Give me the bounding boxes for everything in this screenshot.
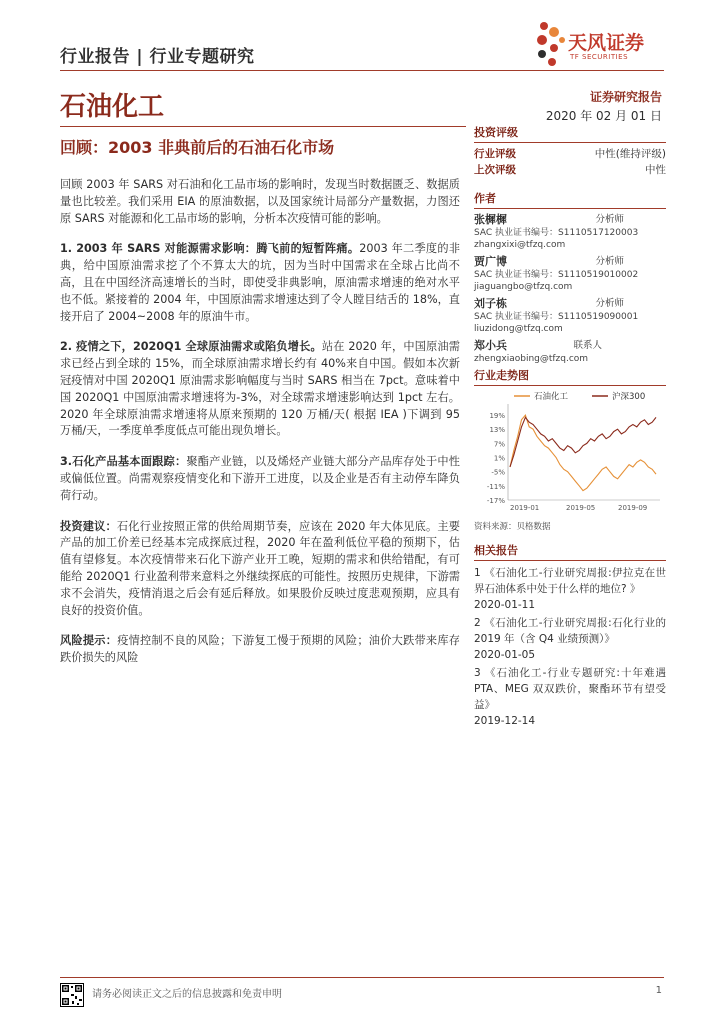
chart-source: 资料来源：贝格数据 — [474, 522, 551, 532]
paragraph-5-lead: 风险提示： — [60, 634, 118, 648]
report-date: 2020 年 02 月 01 日 — [545, 109, 662, 123]
x-tick-label: 2019-05 — [566, 504, 596, 512]
series-line — [510, 417, 656, 467]
trend-section — [474, 367, 666, 532]
qr-code-icon — [60, 983, 84, 1007]
author-role: 分析师 — [595, 298, 624, 309]
author-email[interactable]: zhengxiaobing@tfzq.com — [474, 354, 589, 364]
x-tick-label: 2019-01 — [510, 504, 540, 512]
paragraph-4 — [60, 519, 460, 620]
legend-label: 沪深300 — [612, 392, 646, 402]
report-type: 行业报告 | 行业专题研究 — [60, 47, 255, 67]
author-role: 分析师 — [595, 256, 624, 267]
related-title[interactable]: 2 《石油化工-行业研究周报:石化行业的 2019 年（含 Q4 业绩预测）》 — [474, 617, 666, 645]
author-name: 刘子栋 — [474, 297, 507, 310]
paragraph-3 — [60, 454, 460, 504]
author-email[interactable]: liuzidong@tfzq.com — [474, 324, 563, 334]
related-title[interactable]: 3 《石油化工-行业专题研究:十年难遇PTA、MEG 双双跌价，聚酯环节有望受益》 — [474, 667, 666, 711]
report-body — [60, 177, 460, 681]
intro-paragraph: 回顾 2003 年 SARS 对石油和化工品市场的影响时，发现当时数据匮乏、数据质量也比较差。我们采用 EIA 的原油数据，以及国家统计局部分产量数据，力图还原 SARS 对能源和化工品市场的影响，分析本次疫情可能的影响。 — [60, 178, 460, 225]
author-name: 郑小兵 — [474, 339, 507, 352]
author-name: 贾广博 — [474, 255, 507, 268]
rating-row-previous — [474, 162, 666, 178]
rating-key: 行业评级 — [474, 148, 516, 160]
paragraph-4-text: 石化行业按照正常的供给周期节奏，应该在 2020 年大体见底。主要产品的加工价差已经基本完成探底过程，2020 年在盈利低位平稳的预期下，估值有望修复。本次疫情带来石化下游产业开工晚，短期的需求和供给错配，有可能给 2020Q1 行业盈利带来意料之外继续探底的可能性。按照历史规律，下游需求不会消失，疫情消退之后会有延后释放。如果股价反映过度悲观预期，应具有良好的投资价值。 — [60, 519, 460, 617]
paragraph-2 — [60, 339, 460, 440]
rating-section — [474, 124, 666, 178]
rating-value: 中性 — [645, 164, 666, 176]
paragraph-4-lead: 投资建议： — [60, 519, 117, 533]
related-item-3[interactable] — [474, 665, 666, 729]
author-sac: SAC 执业证书编号：S1110519010002 — [474, 270, 639, 280]
related-heading: 相关报告 — [474, 542, 666, 561]
author-2 — [474, 255, 666, 293]
logo-cn-text: 天风证券 — [568, 32, 645, 54]
footer-disclaimer[interactable]: 请务必阅读正文之后的信息披露和免责申明 — [92, 989, 282, 1000]
author-email[interactable]: jiaguangbo@tfzq.com — [474, 282, 573, 292]
header-divider — [60, 70, 664, 71]
y-tick-label: 1% — [493, 454, 505, 463]
authors-section — [474, 190, 666, 365]
paragraph-5-text: 疫情控制不良的风险；下游复工慢于预期的风险；油价大跌带来库存跌价损失的风险 — [60, 634, 460, 665]
author-sac: SAC 执业证书编号：S1110519090001 — [474, 312, 639, 322]
y-tick-label: -17% — [486, 497, 505, 505]
author-3 — [474, 297, 666, 335]
author-name: 张樨樨 — [474, 213, 507, 226]
related-section — [474, 542, 666, 729]
title-divider — [60, 126, 466, 127]
y-tick-label: -11% — [486, 482, 505, 491]
sector-title: 石油化工 — [60, 92, 165, 122]
authors-heading: 作者 — [474, 190, 666, 209]
paragraph-5 — [60, 633, 460, 667]
rating-row-industry — [474, 146, 666, 162]
y-tick-label: 19% — [489, 412, 505, 421]
paragraph-1-text: 2003 年二季度的非典，给中国原油需求挖了个不算太大的坑，因为当时中国需求在全球占比尚不高，且在中国经济高速增长的当时，即使受非典影响，原油需求增速的绝对水平也不低。紧接着的 2004 年，中国原油需求增速达到了令人瞠目结舌的 18%，直接开启了 2004~2008 年的原油牛市。 — [60, 242, 461, 323]
author-role: 联系人 — [573, 340, 602, 351]
paragraph-3-text: 聚酯产业链，以及烯烃产业链大部分产品库存处于中性或偏低位置。尚需观察疫情变化和下游开工进度，以及企业是否有主动停车降负荷行动。 — [60, 455, 460, 502]
related-date: 2020-01-11 — [474, 599, 536, 611]
related-date: 2020-01-05 — [474, 649, 536, 661]
y-tick-label: 13% — [489, 426, 505, 435]
y-tick-label: 7% — [493, 440, 505, 449]
legend-label: 石油化工 — [534, 392, 569, 402]
series-line — [510, 415, 656, 491]
author-sac: SAC 执业证书编号：S1110517120003 — [474, 228, 639, 238]
author-4 — [474, 339, 666, 365]
paragraph-3-lead: 3.石化产品基本面跟踪： — [60, 455, 187, 469]
related-title[interactable]: 1 《石油化工-行业研究周报:伊拉克在世界石油体系中处于什么样的地位? 》 — [474, 567, 666, 595]
x-tick-label: 2019-09 — [618, 504, 648, 512]
related-date: 2019-12-14 — [474, 715, 536, 727]
paragraph-1 — [60, 241, 460, 325]
report-title: 回顾：2003 非典前后的石油石化市场 — [60, 138, 335, 157]
rating-key: 上次评级 — [474, 164, 516, 176]
paragraph-2-text: 站在 2020 年，中国原油需求已经占到全球的 15%，而全球原油需求增长约有 40%来自中国。假如本次新冠疫情对中国 2020Q1 原油需求影响幅度与当时 SARS 相当在 7pct。意味着中国 2020Q1 中国原油需求增速将为-3%，对全球需求增速影响达到 1pct 左右。2020 年全球原油需求增速将从原来预期的 120 万桶/天( 根据 IEA )下调到 95 万桶/天，一季度单季度低点可能出现负增长。 — [60, 340, 460, 438]
trend-heading: 行业走势图 — [474, 367, 666, 386]
author-1 — [474, 213, 666, 251]
author-role: 分析师 — [595, 214, 624, 225]
related-item-2[interactable] — [474, 615, 666, 663]
related-item-1[interactable] — [474, 565, 666, 613]
y-tick-label: -5% — [491, 468, 505, 477]
page-number: 1 — [655, 985, 662, 996]
trend-chart — [474, 388, 666, 518]
author-email[interactable]: zhangxixi@tfzq.com — [474, 240, 566, 250]
paragraph-1-lead: 1. 2003 年 SARS 对能源需求影响：腾飞前的短暂阵痛。 — [60, 242, 360, 256]
research-type: 证券研究报告 — [589, 90, 662, 104]
footer-divider — [60, 977, 664, 978]
rating-heading: 投资评级 — [474, 124, 666, 143]
logo-en-text: TF SECURITIES — [570, 53, 629, 61]
paragraph-2-lead: 2. 疫情之下，2020Q1 全球原油需求或陷负增长。 — [60, 340, 322, 354]
rating-value: 中性(维持评级) — [594, 148, 666, 160]
